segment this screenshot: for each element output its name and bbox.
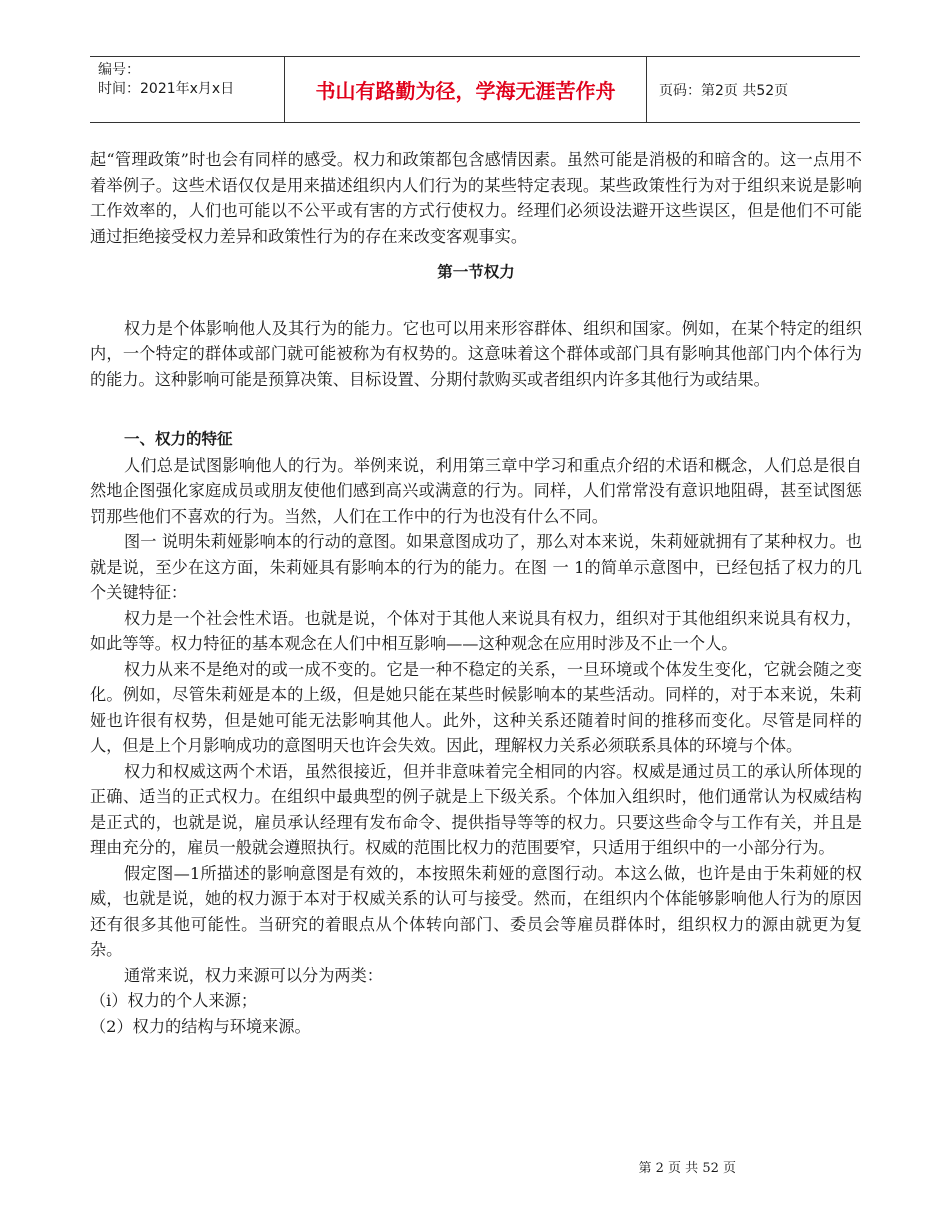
section-title: 第一节权力	[437, 263, 515, 281]
header-meta	[90, 57, 285, 122]
subsection-heading: 一、权力的特征	[124, 430, 233, 448]
spacer	[90, 392, 862, 417]
paragraph: 图一 说明朱莉娅影响本的行动的意图。如果意图成功了，那么对本来说，朱莉娅就拥有了某种权力。也就是说，至少在这方面，朱莉娅具有影响本的行为的能力。在图 一 1的简单示意图中，已经包括了权力的几个关键特征：	[90, 532, 862, 602]
list-item: （2）权力的结构与环境来源。	[90, 1016, 311, 1036]
paragraph: 通常来说，权力来源可以分为两类：	[124, 965, 383, 985]
paragraph: 权力是个体影响他人及其行为的能力。它也可以用来形容群体、组织和国家。例如，在某个特定的组织内，一个特定的群体或部门就可能被称为有权势的。这意味着这个群体或部门具有影响其他部门内个体行为的能力。这种影响可能是预算决策、目标设置、分期付款购买或者组织内许多其他行为或结果。	[90, 318, 862, 389]
number-label: 编号：	[98, 62, 140, 78]
header-page-info: 页码：第2页 共52页	[659, 82, 789, 99]
list-item: （i）权力的个人来源；	[90, 991, 258, 1010]
paragraph: 权力是一个社会性术语。也就是说，个体对于其他人来说具有权力，组织对于其他组织来说具有权力，如此等等。权力特征的基本观念在人们中相互影响——这种观念在应用时涉及不止一个人。	[90, 608, 862, 653]
page-header	[90, 56, 860, 123]
header-motto: 书山有路勤为径，学海无涯苦作舟	[285, 57, 647, 122]
paragraph: 人们总是试图影响他人的行为。举例来说，利用第三章中学习和重点介绍的术语和概念，人们总是很自然地企图强化家庭成员或朋友使他们感到高兴或满意的行为。同样，人们常常没有意识地阻碍，甚至试图惩罚那些他们不喜欢的行为。当然，人们在工作中的行为也没有什么不同。	[90, 455, 862, 526]
paragraph: 假定图—1所描述的影响意图是有效的，本按照朱莉娅的意图行动。本这么做，也许是由于朱莉娅的权威，也就是说，她的权力源于本对于权威关系的认可与接受。然而，在组织内个体能够影响他人行为的原因还有很多其他可能性。当研究的着眼点从个体转向部门、委员会等雇员群体时，组织权力的源由就更为复杂。	[90, 863, 862, 959]
document-body	[90, 147, 862, 1039]
paragraph: 权力和权威这两个术语，虽然很接近，但并非意味着完全相同的内容。权威是通过员工的承认所体现的正确、适当的正式权力。在组织中最典型的例子就是上下级关系。个体加入组织时，他们通常认为权威结构是正式的，也就是说，雇员承认经理有发布命令、提供指导等等的权力。只要这些命令与工作有关，并且是理由充分的，雇员一般就会遵照执行。权威的范围比权力的范围要窄，只适用于组织中的一小部分行为。	[90, 761, 862, 857]
paragraph: 权力从来不是绝对的或一成不变的。它是一种不稳定的关系，一旦环境或个体发生变化，它就会随之变化。例如，尽管朱莉娅是本的上级，但是她只能在某些时候影响本的某些活动。同样的，对于本来说，朱莉娅也许很有权势，但是她可能无法影响其他人。此外，这种关系还随着时间的推移而变化。尽管是同样的人，但是上个月影响成功的意图明天也许会失效。因此，理解权力关系必须联系具体的环境与个体。	[90, 659, 862, 755]
time-label: 时间：2021年x月x日	[98, 81, 235, 97]
paragraph: 起“管理政策”时也会有同样的感受。权力和政策都包含感情因素。虽然可能是消极的和暗含的。这一点用不着举例子。这些术语仅仅是用来描述组织内人们行为的某些特定表现。某些政策性行为对于组织来说是影响工作效率的，人们也可能以不公平或有害的方式行使权力。经理们必须设法避开这些误区，但是他们不可能通过拒绝接受权力差异和政策性行为的存在来改变客观事实。	[90, 150, 862, 246]
page-footer: 第 2 页 共 52 页	[638, 1161, 736, 1176]
